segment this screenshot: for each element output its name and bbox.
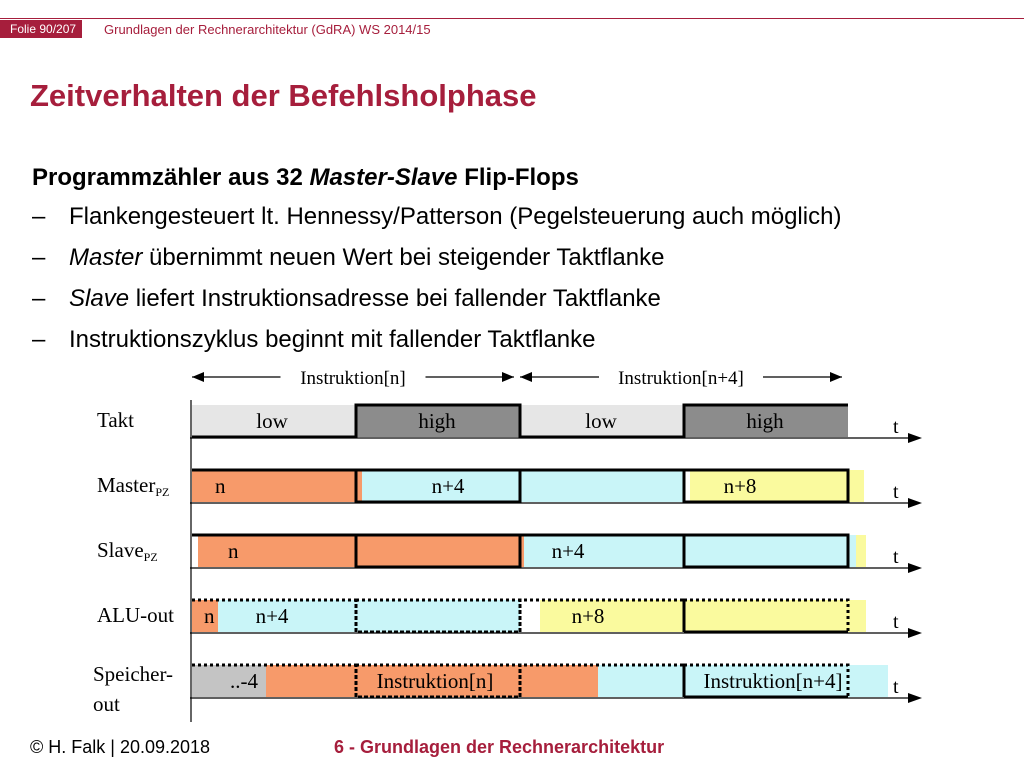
signal-name: MasterPZ	[97, 473, 170, 499]
bullet-dash: –	[32, 203, 46, 230]
bullet-italic: Slave	[69, 285, 130, 312]
slide-number-badge: Folie 90/207	[0, 20, 82, 38]
footer-author-date: © H. Falk | 20.09.2018	[30, 737, 211, 757]
course-title: Grundlagen der Rechnerarchitektur (GdRA) WS 2014/15	[104, 22, 431, 37]
signal-fill	[684, 535, 856, 567]
arrow-left-icon	[192, 372, 204, 382]
bullet-item	[32, 241, 841, 282]
time-axis-arrow-icon	[908, 628, 922, 638]
bullet-item	[32, 323, 841, 364]
segment-label: ..-4	[230, 669, 258, 693]
bullet-text: Instruktionszyklus beginnt mit fallender Taktflanke	[69, 326, 596, 353]
signal-name: ALU-out	[97, 603, 174, 627]
slide-subtitle	[32, 164, 579, 192]
bullet-dash: –	[32, 244, 46, 271]
segment-label: n+4	[551, 539, 585, 563]
signal-fill	[356, 600, 520, 632]
signal-subscript: PZ	[143, 550, 158, 564]
time-axis-arrow-icon	[908, 433, 922, 443]
segment-label: n+8	[571, 604, 605, 628]
segment-label: low	[256, 409, 288, 433]
arrow-left-icon	[520, 372, 532, 382]
span-label: Instruktion[n+4]	[618, 368, 744, 389]
bullet-list	[32, 200, 841, 364]
time-label: t	[893, 611, 899, 633]
segment-label: n	[215, 474, 226, 498]
signal-fill	[856, 535, 866, 567]
bullet-dash: –	[32, 326, 46, 353]
segment-label: n	[204, 604, 215, 628]
slide-title: Zeitverhalten der Befehlsholphase	[30, 78, 537, 113]
signal-name: out	[93, 692, 120, 716]
signal-name: Speicher-	[93, 662, 174, 686]
segment-label: n+4	[255, 604, 289, 628]
footer-chapter: 6 - Grundlagen der Rechnerarchitektur	[334, 737, 665, 757]
signal-fill	[524, 535, 684, 567]
timing-diagram	[0, 360, 1024, 732]
segment-label: Instruktion[n]	[376, 669, 494, 693]
span-label: Instruktion[n]	[300, 368, 406, 389]
segment-label: high	[418, 409, 456, 433]
signal-subscript: PZ	[155, 485, 170, 499]
signal-name: Takt	[97, 408, 135, 432]
time-label: t	[893, 676, 899, 698]
segment-label: Instruktion[n+4]	[703, 669, 843, 693]
time-label: t	[893, 481, 899, 503]
time-axis-arrow-icon	[908, 693, 922, 703]
segment-label: n+4	[431, 474, 465, 498]
time-axis-arrow-icon	[908, 563, 922, 573]
bullet-dash: –	[32, 285, 46, 312]
segment-label: n+8	[723, 474, 757, 498]
segment-label: low	[585, 409, 617, 433]
subtitle-pre: Programmzähler aus 32	[32, 164, 310, 191]
bullet-item	[32, 200, 841, 241]
segment-label: high	[746, 409, 784, 433]
signal-fill	[684, 600, 866, 632]
arrow-right-icon	[502, 372, 514, 382]
segment-label: n	[228, 539, 239, 563]
subtitle-italic: Master-Slave	[309, 164, 458, 191]
signal-fill	[690, 470, 864, 502]
subtitle-post: Flip-Flops	[457, 164, 579, 191]
signal-fill	[356, 535, 524, 567]
bullet-italic: Master	[69, 244, 143, 271]
time-label: t	[893, 416, 899, 438]
time-axis-arrow-icon	[908, 498, 922, 508]
header-rule	[0, 18, 1024, 19]
signal-name: SlavePZ	[97, 538, 158, 564]
signal-fill	[520, 470, 684, 502]
bullet-item	[32, 282, 841, 323]
bullet-text: liefert Instruktionsadresse bei fallender Taktflanke	[129, 285, 661, 312]
signal-fill	[540, 600, 684, 632]
time-label: t	[893, 546, 899, 568]
bullet-text: übernimmt neuen Wert bei steigender Taktflanke	[142, 244, 665, 271]
signal-fill	[198, 535, 356, 567]
arrow-right-icon	[830, 372, 842, 382]
bullet-text: Flankengesteuert lt. Hennessy/Patterson (Pegelsteuerung auch möglich)	[69, 203, 842, 230]
